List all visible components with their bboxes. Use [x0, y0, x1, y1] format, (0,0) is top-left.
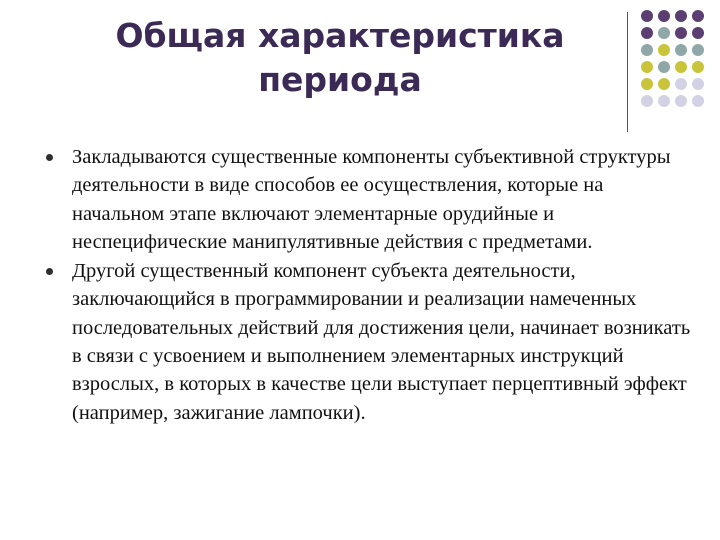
decorative-dot [692, 95, 704, 107]
bullet-icon [46, 268, 53, 275]
decorative-dot [675, 10, 687, 22]
decorative-dot [658, 61, 670, 73]
decorative-dot [658, 44, 670, 56]
decorative-dot [692, 44, 704, 56]
decorative-dot [675, 78, 687, 90]
decorative-dot [692, 61, 704, 73]
decorative-dot [692, 27, 704, 39]
slide-title [70, 14, 610, 102]
decorative-dot [641, 10, 653, 22]
decorative-dot [641, 44, 653, 56]
decorative-divider [627, 12, 628, 132]
bullet-text: Другой существенный компонент субъекта деятельности, заключающийся в программировании и реализации намеченных последовательных действий для достижения цели, начинает возникать в связи с усвоением и выполнением элементарных инструкций взрослых, в которых в качестве цели выступает перцептивный эффект (например, зажигание лампочки). [72, 260, 691, 424]
decorative-dot-grid [641, 10, 709, 120]
bullet-text: Закладываются существенные компоненты субъективной структуры деятельности в виде способов ее осуществления, которые на начальном этапе включают элементарные орудийные и неспецифические манипулятивные действия с предметами. [72, 146, 671, 253]
decorative-dot [675, 27, 687, 39]
decorative-dot [641, 78, 653, 90]
decorative-dot [658, 10, 670, 22]
slide-title-line-1: Общая характеристика [115, 16, 565, 55]
decorative-dot [675, 95, 687, 107]
decorative-dot [658, 78, 670, 90]
slide-title-line-2: периода [258, 60, 422, 99]
decorative-dot [641, 61, 653, 73]
decorative-dot [692, 10, 704, 22]
decorative-dot [658, 95, 670, 107]
list-item [46, 257, 696, 427]
list-item [46, 143, 696, 256]
decorative-dot [675, 44, 687, 56]
decorative-dot [692, 78, 704, 90]
decorative-dot [675, 61, 687, 73]
bullet-list [46, 143, 696, 427]
decorative-dot [641, 27, 653, 39]
bullet-icon [46, 154, 53, 161]
decorative-dot [641, 95, 653, 107]
decorative-dot [658, 27, 670, 39]
